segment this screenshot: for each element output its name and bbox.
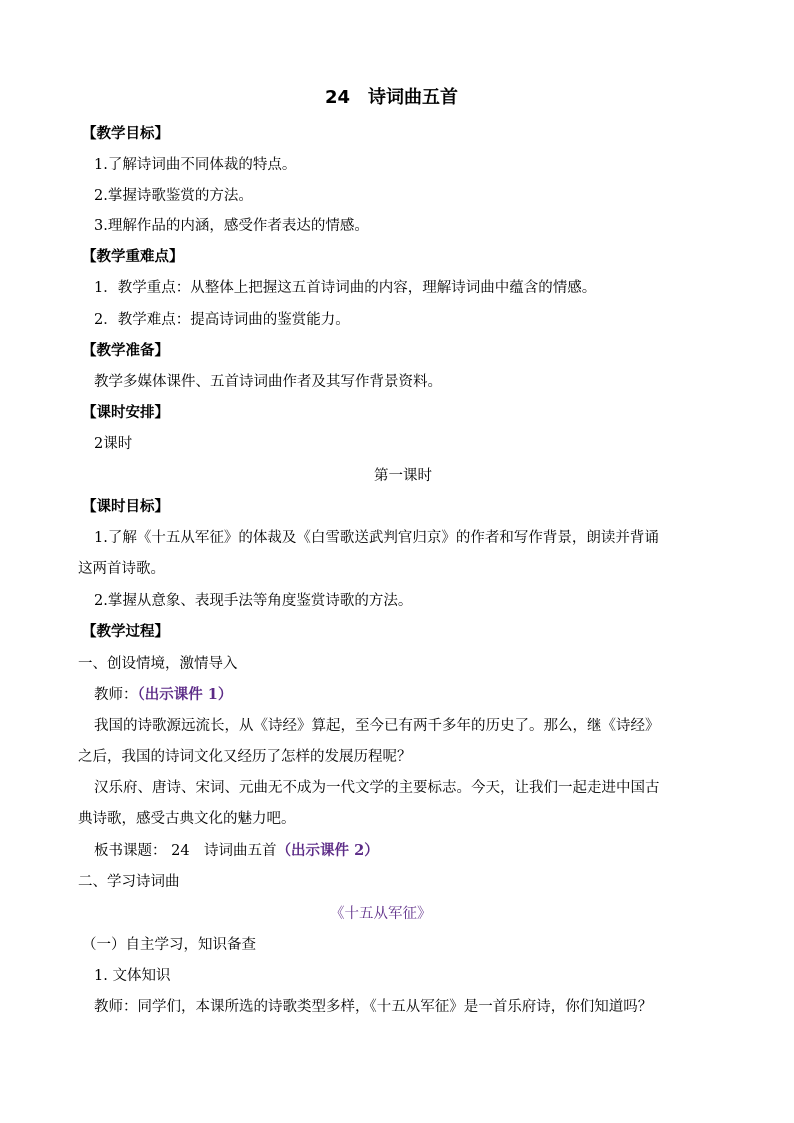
part-heading: 一、创设情境，激情导入 bbox=[78, 656, 238, 672]
teacher-label: 教师： bbox=[94, 687, 138, 703]
page-title: 24 诗词曲五首 bbox=[325, 87, 459, 108]
key-point-item: 1．教学重点：从整体上把握这五首诗词曲的内容，理解诗词曲中蕴含的情感。 bbox=[94, 280, 597, 296]
preparation-heading: 【教学准备】 bbox=[82, 343, 169, 359]
paragraph-cont: 之后，我国的诗词文化又经历了怎样的发展历程呢？ bbox=[78, 749, 412, 765]
board-label: 板书课题： 24 诗词曲五首 bbox=[94, 843, 277, 859]
paragraph: 我国的诗歌源远流长，从《诗经》算起，至今已有两千多年的历史了。那么，继《诗经》 bbox=[94, 718, 660, 734]
lesson-goal-item: 2.掌握从意象、表现手法等角度鉴赏诗歌的方法。 bbox=[94, 593, 413, 609]
lesson-heading: 第一课时 bbox=[374, 468, 432, 484]
lesson-goal-item-cont: 这两首诗歌。 bbox=[78, 561, 165, 577]
goal-item: 3.理解作品的内涵，感受作者表达的情感。 bbox=[94, 218, 369, 234]
teacher-line bbox=[94, 685, 232, 705]
goal-item: 1.了解诗词曲不同体裁的特点。 bbox=[94, 157, 297, 173]
process-heading: 【教学过程】 bbox=[82, 624, 169, 640]
board-line bbox=[94, 841, 379, 861]
lesson-goal-item: 1.了解《十五从军征》的体裁及《白雪歌送武判官归京》的作者和写作背景，朗读并背诵 bbox=[94, 530, 659, 546]
subsection-heading: （一）自主学习，知识备查 bbox=[82, 937, 256, 953]
schedule-item: 2课时 bbox=[94, 436, 133, 452]
preparation-item: 教学多媒体课件、五首诗词曲作者及其写作背景资料。 bbox=[94, 374, 442, 390]
key-point-item: 2．教学难点：提高诗词曲的鉴赏能力。 bbox=[94, 312, 350, 328]
goals-heading: 【教学目标】 bbox=[82, 126, 169, 142]
lesson-goals-heading: 【课时目标】 bbox=[82, 499, 169, 515]
paragraph: 教师：同学们，本课所选的诗歌类型多样，《十五从军征》是一首乐府诗，你们知道吗？ bbox=[94, 999, 653, 1015]
part-heading: 二、学习诗词曲 bbox=[78, 874, 180, 890]
courseware-note: （出示课件 2） bbox=[276, 842, 379, 859]
goal-item: 2.掌握诗歌鉴赏的方法。 bbox=[94, 188, 253, 204]
subsection-item: 1. 文体知识 bbox=[94, 968, 171, 984]
key-points-heading: 【教学重难点】 bbox=[82, 249, 184, 265]
schedule-heading: 【课时安排】 bbox=[82, 405, 169, 421]
courseware-note: （出示课件 1） bbox=[137, 686, 233, 703]
paragraph: 汉乐府、唐诗、宋词、元曲无不成为一代文学的主要标志。今天，让我们一起走进中国古 bbox=[94, 780, 660, 796]
poem-title: 《十五从军征》 bbox=[330, 906, 432, 922]
paragraph-cont: 典诗歌，感受古典文化的魅力吧。 bbox=[78, 811, 296, 827]
